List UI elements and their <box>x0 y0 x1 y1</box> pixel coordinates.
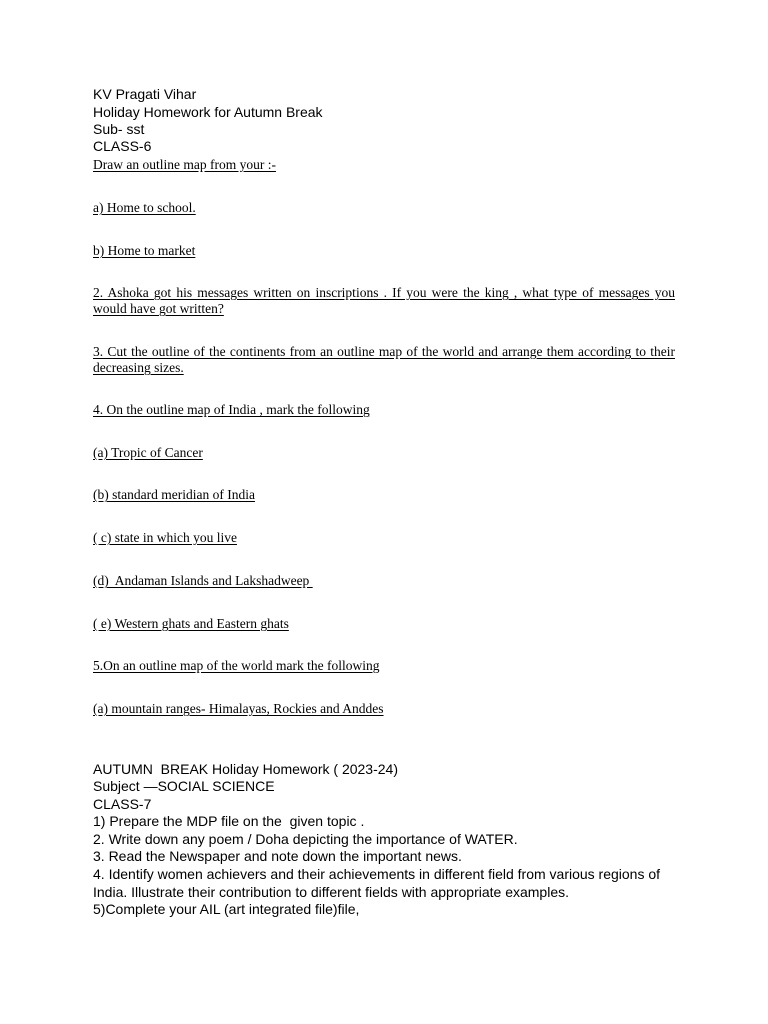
question-5-world-map: 5.On an outline map of the world mark the following <box>93 658 380 673</box>
question-4-india-map: 4. On the outline map of India , mark the following <box>93 402 370 417</box>
item-tropic-of-cancer: (a) Tropic of Cancer <box>93 445 203 460</box>
class7-subject: Subject —SOCIAL SCIENCE <box>93 778 275 794</box>
class-line: CLASS-6 <box>93 138 152 154</box>
item-home-to-school: a) Home to school. <box>93 200 196 215</box>
class7-item: 1) Prepare the MDP file on the given topic . <box>93 813 365 829</box>
subject-line: Sub- sst <box>93 121 145 137</box>
item-home-to-market: b) Home to market <box>93 243 196 258</box>
item-standard-meridian: (b) standard meridian of India <box>93 487 255 502</box>
class7-item: 5)Complete your AIL (art integrated file)file, <box>93 901 360 917</box>
item-state-you-live: ( c) state in which you live <box>93 530 237 545</box>
class7-class: CLASS-7 <box>93 796 152 812</box>
class7-item: 4. Identify women achievers and their achievements in different field from various regions of India. Illustrate their contribution to different fields with appropriate examples. <box>93 866 661 900</box>
question-3-continents: 3. Cut the outline of the continents from an outline map of the world and arrange them according to their decreasing sizes. <box>93 344 675 375</box>
class7-item: 3. Read the Newspaper and note down the important news. <box>93 848 462 864</box>
class7-item: 2. Write down any poem / Doha depicting the importance of WATER. <box>93 831 518 847</box>
homework-title: Holiday Homework for Autumn Break <box>93 104 323 120</box>
item-ghats: ( e) Western ghats and Eastern ghats <box>93 616 289 631</box>
question-2-ashoka: 2. Ashoka got his messages written on inscriptions . If you were the king , what type of messages you would have got written? <box>93 285 675 316</box>
class7-title: AUTUMN BREAK Holiday Homework ( 2023-24) <box>93 761 398 777</box>
outline-map-intro: Draw an outline map from your :- <box>93 157 276 172</box>
item-mountain-ranges: (a) mountain ranges- Himalayas, Rockies and Anddes <box>93 701 384 716</box>
school-name: KV Pragati Vihar <box>93 86 197 102</box>
item-andaman-lakshadweep: (d) Andaman Islands and Lakshadweep <box>93 573 313 588</box>
